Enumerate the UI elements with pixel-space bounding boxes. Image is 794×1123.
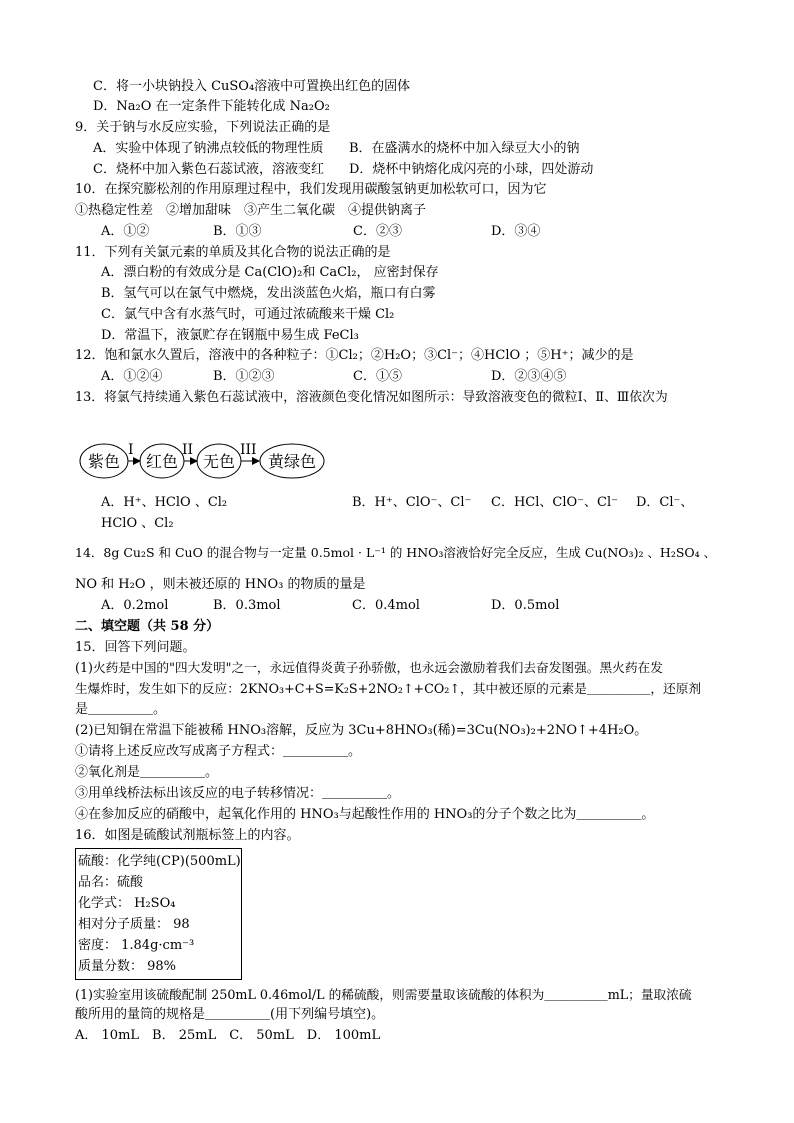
q15-sub1: ①请将上述反应改写成离子方程式：＿＿＿＿＿。 [75, 744, 362, 759]
q8-option-d: D．Na₂O 在一定条件下能转化成 Na₂O₂ [93, 99, 330, 114]
q11-option-b: B．氢气可以在氯气中燃烧，发出淡蓝色火焰，瓶口有白雾 [101, 286, 436, 301]
label-line-name: 品名：硫酸 [78, 875, 144, 890]
q11-stem: 11．下列有关氯元素的单质及其化合物的说法正确的是 [75, 245, 391, 260]
q11-option-c: C．氯气中含有水蒸气时，可通过浓硫酸来干燥 Cl₂ [101, 307, 395, 322]
q15-part1-line3: 是＿＿＿＿＿。 [75, 702, 167, 717]
q12-option-a: A．①②④ [101, 369, 163, 384]
q10-stem: 10．在探究膨松剂的作用原理过程中，我们发现用碳酸氢钠更加松软可口，因为它 [75, 182, 547, 197]
label-line-formula: 化学式： H₂SO₄ [78, 896, 176, 911]
node-yellowgreen-label: 黄绿色 [267, 452, 317, 471]
q13-color-change-diagram [78, 434, 328, 494]
node-purple-label: 紫色 [87, 452, 121, 471]
section-heading: 二、填空题（共 58 分） [75, 619, 220, 634]
q13-stem: 13．将氯气持续通入紫色石蕊试液中，溶液颜色变化情况如图所示：导致溶液变色的微粒Ⅰ、Ⅱ、Ⅲ依次为 [75, 390, 668, 405]
q10-option-b: B．①③ [213, 224, 262, 239]
node-red-label: 红色 [145, 452, 179, 471]
q12-stem: 12．饱和氯水久置后，溶液中的各种粒子：①Cl₂；②H₂O；③Cl⁻；④HClO ；⑤H⁺；减少的是 [75, 348, 634, 363]
q11-option-a: A．漂白粉的有效成分是 Ca(ClO)₂和 CaCl₂， 应密封保存 [101, 265, 439, 280]
q13-option-b: B．H⁺、ClO⁻、Cl⁻ [352, 495, 472, 510]
q15-sub4: ④在参加反应的硝酸中，起氧化作用的 HNO₃与起酸性作用的 HNO₃的分子个数之比为＿＿＿＿＿。 [75, 807, 655, 822]
q15-sub3: ③用单线桥法标出该反应的电子转移情况：＿＿＿＿＿。 [75, 786, 401, 801]
label-line-density: 密度： 1.84g·cm⁻³ [78, 938, 195, 953]
q13-option-c: C．HCl、ClO⁻、Cl⁻ [491, 495, 618, 510]
q16-part1-line1: (1)实验室用该硫酸配制 250mL 0.46mol/L 的稀硫酸，则需要量取该硫酸的体积为＿＿＿＿＿mL；量取浓硫 [75, 987, 692, 1002]
q12-option-c: C．①⑤ [353, 369, 402, 384]
q9-option-c: C．烧杯中加入紫色石蕊试液，溶液变红 [93, 162, 324, 177]
q15-part2: (2)已知铜在常温下能被稀 HNO₃溶解，反应为 3Cu+8HNO₃(稀)=3Cu(NO₃)₂+2NO↑+4H₂O。 [75, 723, 648, 738]
q9-option-b: B．在盛满水的烧杯中加入绿豆大小的钠 [349, 141, 580, 156]
q14-option-c: C．0.4mol [352, 598, 420, 613]
q15-part1-line2: 生爆炸时，发生如下的反应：2KNO₃+C+S=K₂S+2NO₂↑+CO₂↑，其中被还原的元素是＿＿＿＿＿，还原剂 [75, 681, 702, 696]
q10-option-a: A．①② [101, 224, 150, 239]
q13-option-d: D．Cl⁻、 [636, 495, 694, 510]
q11-option-d: D．常温下，液氯贮存在钢瓶中易生成 FeCl₃ [101, 328, 359, 343]
arrow-2-label: II [182, 442, 194, 458]
node-colorless-label: 无色 [202, 452, 236, 471]
q9-stem: 9．关于钠与水反应实验，下列说法正确的是 [75, 120, 331, 135]
label-line-mass-fraction: 质量分数： 98% [78, 959, 177, 974]
q13-option-d-cont: HClO 、Cl₂ [101, 516, 174, 531]
q10-option-d: D．③④ [491, 224, 541, 239]
q8-option-c: C．将一小块钠投入 CuSO₄溶液中可置换出红色的固体 [93, 79, 411, 94]
reagent-label-box [75, 848, 242, 980]
label-line-molar-mass: 相对分子质量： 98 [78, 917, 190, 932]
q15-stem: 15．回答下列问题。 [75, 640, 196, 655]
q14-option-b: B．0.3mol [213, 598, 281, 613]
arrow-3-label: III [240, 442, 257, 458]
q12-option-b: B．①②③ [213, 369, 275, 384]
q10-items: ①热稳定性差 ②增加甜味 ③产生二氧化碳 ④提供钠离子 [75, 203, 427, 218]
q16-options: A． 10mL B． 25mL C． 50mL D． 100mL [75, 1028, 381, 1043]
arrow-1-label: I [128, 442, 134, 458]
q13-option-a: A．H⁺、HClO 、Cl₂ [101, 495, 228, 510]
q10-option-c: C．②③ [353, 224, 402, 239]
q15-sub2: ②氧化剂是＿＿＿＿＿。 [75, 765, 219, 780]
q12-option-d: D．②③④⑤ [491, 369, 567, 384]
q9-option-a: A．实验中体现了钠沸点较低的物理性质 [93, 141, 324, 156]
q14-option-a: A．0.2mol [101, 598, 169, 613]
q14-stem-line2: NO 和 H₂O ，则未被还原的 HNO₃ 的物质的量是 [75, 577, 366, 592]
q16-part1-line2: 酸所用的量筒的规格是＿＿＿＿＿(用下列编号填空)。 [75, 1007, 385, 1022]
q16-stem: 16．如图是硫酸试剂瓶标签上的内容。 [75, 828, 300, 843]
q14-option-d: D．0.5mol [491, 598, 560, 613]
q15-part1-line1: (1)火药是中国的"四大发明"之一，永远值得炎黄子孙骄傲，也永远会激励着我们去奋发图强。黑火药在发 [75, 660, 663, 675]
q14-stem-line1: 14．8g Cu₂S 和 CuO 的混合物与一定量 0.5mol · L⁻¹ 的 HNO₃溶液恰好完全反应，生成 Cu(NO₃)₂ 、H₂SO₄ 、 [75, 545, 717, 560]
q9-option-d: D．烧杯中钠熔化成闪亮的小球，四处游动 [349, 162, 594, 177]
label-line-title: 硫酸：化学纯(CP)(500mL) [78, 854, 241, 869]
